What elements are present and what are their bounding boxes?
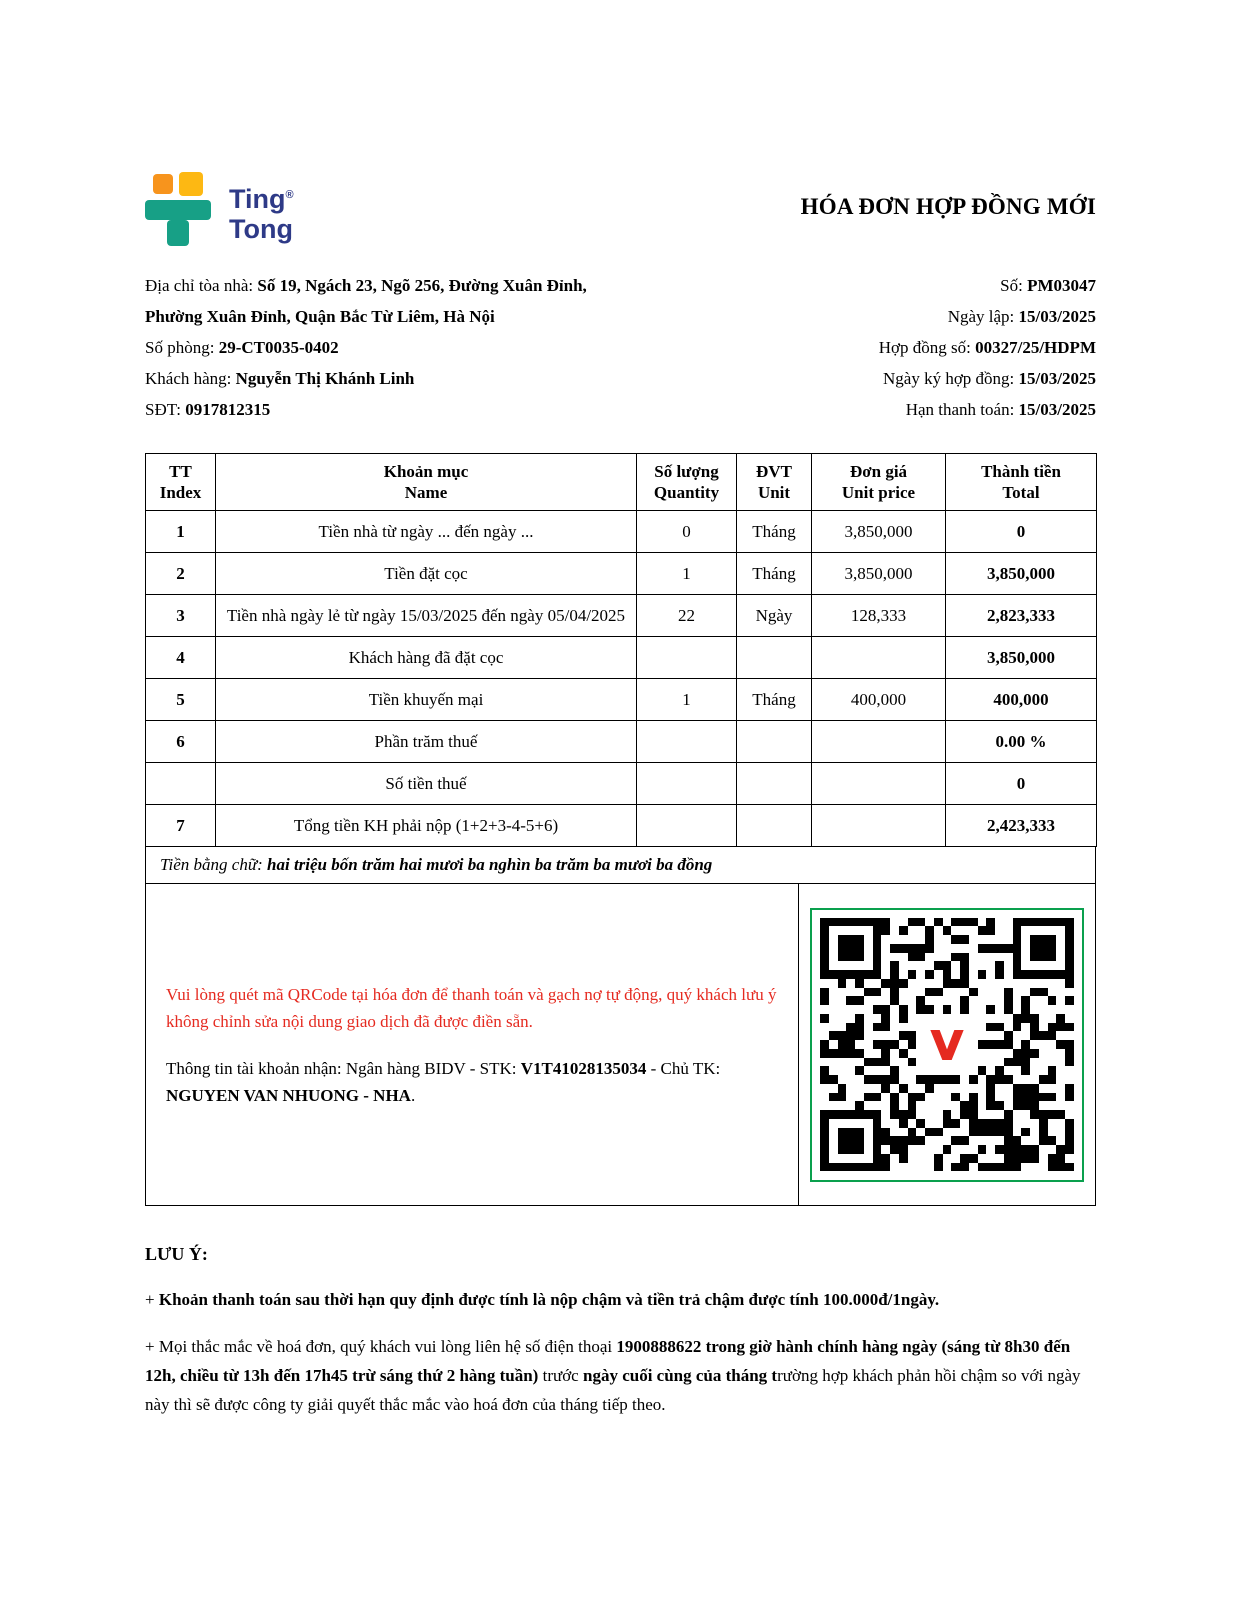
table-row xyxy=(146,721,1097,763)
logo-teal-stem xyxy=(167,220,189,246)
cell-index: 7 xyxy=(146,805,216,847)
cell-index: 3 xyxy=(146,595,216,637)
building-address-line1: Địa chỉ tòa nhà: Số 19, Ngách 23, Ngõ 256, Đường Xuân Đỉnh, xyxy=(145,276,587,295)
bank-account-info: Thông tin tài khoản nhận: Ngân hàng BIDV - STK: V1T41028135034 - Chủ TK: NGUYEN VAN NHUONG - NHA. xyxy=(166,1058,721,1105)
invoice-page xyxy=(145,172,1096,1437)
contact-note: + Mọi thắc mắc về hoá đơn, quý khách vui lòng liên hệ số điện thoại 1900888622 trong giờ hành chính hàng ngày (sáng từ 8h30 đến 12h, chiều từ 13h đến 17h45 trừ sáng thứ 2 hàng tuần) trước ngày cuối cùng của tháng trường hợp khách phản hồi chậm so với ngày này thì sẽ được công ty giải quyết thắc mắc vào hoá đơn của tháng tiếp theo. xyxy=(145,1337,1081,1414)
logo-yellow-square xyxy=(179,172,203,196)
qr-code-frame xyxy=(810,908,1084,1182)
cell-index: 4 xyxy=(146,637,216,679)
cell-name: Tiền nhà ngày lẻ từ ngày 15/03/2025 đến ngày 05/04/2025 xyxy=(216,595,637,637)
invoice-meta xyxy=(879,270,1096,425)
payment-instructions xyxy=(146,884,799,1205)
cell-name: Tiền nhà từ ngày ... đến ngày ... xyxy=(216,511,637,553)
cell-quantity xyxy=(637,805,737,847)
cell-name: Tiền đặt cọc xyxy=(216,553,637,595)
cell-unit xyxy=(737,637,812,679)
qr-code-cell xyxy=(799,884,1095,1205)
table-row xyxy=(146,553,1097,595)
cell-name: Tiền khuyến mại xyxy=(216,679,637,721)
phone-number: SĐT: 0917812315 xyxy=(145,400,271,419)
cell-unit-price xyxy=(812,763,946,805)
cell-quantity: 1 xyxy=(637,553,737,595)
cell-unit-price: 3,850,000 xyxy=(812,511,946,553)
cell-unit xyxy=(737,721,812,763)
cell-unit: Tháng xyxy=(737,553,812,595)
col-header-unit: ĐVT Unit xyxy=(737,454,812,511)
cell-unit-price: 128,333 xyxy=(812,595,946,637)
cell-total: 3,850,000 xyxy=(946,637,1097,679)
cell-unit: Ngày xyxy=(737,595,812,637)
cell-unit-price: 400,000 xyxy=(812,679,946,721)
cell-index: 6 xyxy=(146,721,216,763)
cell-quantity: 22 xyxy=(637,595,737,637)
qr-code xyxy=(820,918,1074,1172)
col-header-index: TT Index xyxy=(146,454,216,511)
cell-unit-price xyxy=(812,637,946,679)
room-number: Số phòng: 29-CT0035-0402 xyxy=(145,338,339,357)
amount-in-words-label: Tiền bằng chữ: xyxy=(160,855,268,874)
col-header-name: Khoản mục Name xyxy=(216,454,637,511)
cell-unit-price xyxy=(812,721,946,763)
cell-quantity: 0 xyxy=(637,511,737,553)
building-address-line2: Phường Xuân Đỉnh, Quận Bắc Từ Liêm, Hà Nội xyxy=(145,307,495,326)
document-title: HÓA ĐƠN HỢP ĐỒNG MỚI xyxy=(800,194,1096,219)
qr-warning-text: Vui lòng quét mã QRCode tại hóa đơn để thanh toán và gạch nợ tự động, quý khách lưu ý không chỉnh sửa nội dung giao dịch đã được điền sẵn. xyxy=(166,984,777,1031)
cell-name: Phần trăm thuế xyxy=(216,721,637,763)
col-header-unit-price: Đơn giá Unit price xyxy=(812,454,946,511)
table-row xyxy=(146,595,1097,637)
cell-total: 0 xyxy=(946,763,1097,805)
contract-sign-date: Ngày ký hợp đồng: 15/03/2025 xyxy=(883,369,1096,388)
cell-total: 2,823,333 xyxy=(946,595,1097,637)
invoice-number: Số: PM03047 xyxy=(1000,276,1096,295)
cell-unit xyxy=(737,763,812,805)
amount-in-words-value: hai triệu bốn trăm hai mươi ba nghìn ba trăm ba mươi ba đồng xyxy=(267,855,713,874)
cell-total: 2,423,333 xyxy=(946,805,1097,847)
amount-in-words xyxy=(145,847,1096,884)
customer-name: Khách hàng: Nguyễn Thị Khánh Linh xyxy=(145,369,415,388)
cell-unit: Tháng xyxy=(737,511,812,553)
cell-quantity: 1 xyxy=(637,679,737,721)
table-row xyxy=(146,679,1097,721)
cell-name: Khách hàng đã đặt cọc xyxy=(216,637,637,679)
logo-teal-bar xyxy=(145,200,211,220)
header-row xyxy=(145,172,1096,248)
late-payment-note: + Khoản thanh toán sau thời hạn quy định được tính là nộp chậm và tiền trả chậm được tính 100.000đ/1ngày. xyxy=(145,1290,940,1309)
cell-index: 5 xyxy=(146,679,216,721)
invoice-info xyxy=(145,270,1096,425)
table-row xyxy=(146,637,1097,679)
cell-total: 0.00 % xyxy=(946,721,1097,763)
notes-section xyxy=(145,1244,1096,1419)
cell-index: 2 xyxy=(146,553,216,595)
cell-total: 3,850,000 xyxy=(946,553,1097,595)
invoice-items-table xyxy=(145,453,1097,847)
table-header-row xyxy=(146,454,1097,511)
table-row xyxy=(146,763,1097,805)
cell-index: 1 xyxy=(146,511,216,553)
table-row xyxy=(146,511,1097,553)
cell-total: 0 xyxy=(946,511,1097,553)
cell-unit-price xyxy=(812,805,946,847)
col-header-quantity: Số lượng Quantity xyxy=(637,454,737,511)
customer-info xyxy=(145,270,587,425)
tingtong-logo-icon xyxy=(145,172,217,248)
issue-date: Ngày lập: 15/03/2025 xyxy=(947,307,1096,326)
cell-quantity xyxy=(637,763,737,805)
notes-heading: LƯU Ý: xyxy=(145,1244,208,1264)
payment-due-date: Hạn thanh toán: 15/03/2025 xyxy=(905,400,1096,419)
cell-unit xyxy=(737,805,812,847)
cell-unit: Tháng xyxy=(737,679,812,721)
contract-number: Hợp đồng số: 00327/25/HDPM xyxy=(878,338,1096,357)
cell-name: Tổng tiền KH phải nộp (1+2+3-4-5+6) xyxy=(216,805,637,847)
payment-box xyxy=(145,884,1096,1206)
table-row xyxy=(146,805,1097,847)
cell-name: Số tiền thuế xyxy=(216,763,637,805)
cell-total: 400,000 xyxy=(946,679,1097,721)
tingtong-logo xyxy=(145,172,294,248)
cell-unit-price: 3,850,000 xyxy=(812,553,946,595)
cell-index xyxy=(146,763,216,805)
col-header-total: Thành tiền Total xyxy=(946,454,1097,511)
cell-quantity xyxy=(637,721,737,763)
logo-wordmark: Ting® Tong xyxy=(229,184,294,244)
logo-orange-square xyxy=(153,174,173,194)
qr-center-logo-icon xyxy=(919,1017,975,1073)
cell-quantity xyxy=(637,637,737,679)
